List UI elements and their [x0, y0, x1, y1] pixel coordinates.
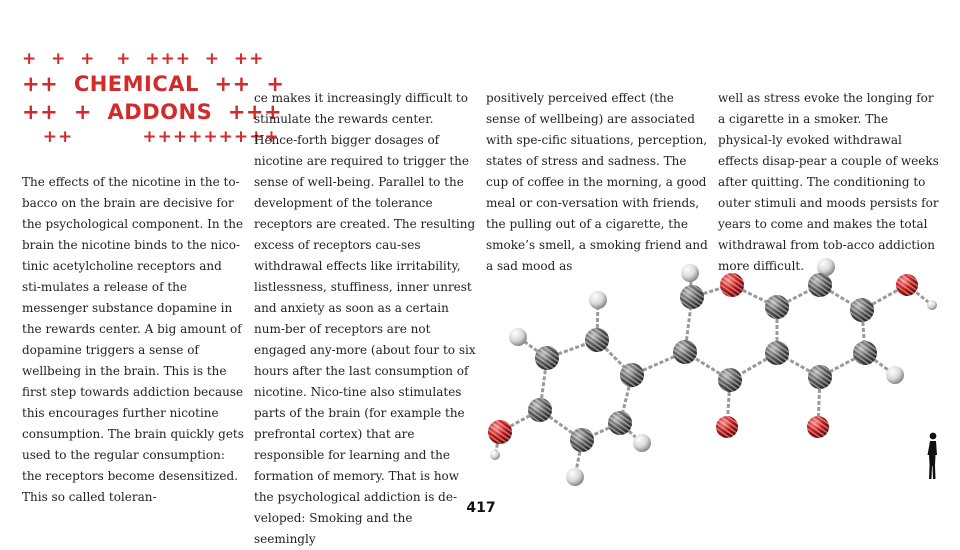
chapter-heading: [22, 48, 285, 148]
body-column-3: positively perceived effect (the sense of wellbeing) are associated with spe-cific situations, perception, states of stress and sadness. The cup of coffee in the morning, a good meal or con-versation with friends, the pulling out of a cigarette, the smoke’s smell, a smoking friend and a sad mood as: [486, 91, 708, 273]
heading-title-line-2: ++ + ADDONS +++: [22, 100, 283, 124]
body-column-2: ce makes it increasingly difficult to stimulate the rewards center. Hence-forth bigger dosages of nicotine are required to trigger the sense of well-being. Parallel to the development of the tolerance receptors are created. The resulting excess of receptors cau-ses withdrawal effects like irritability, listlessness, stuffiness, inner unrest and anxiety as soon as a certain num-ber of receptors are not engaged any-more (about four to six hours after the last consumption of nicotine. Nico-tine also stimulates parts of the brain (for example the prefrontal cortex) that are responsible for learning and the formation of memory. That is how the psychological addiction is de-veloped: Smoking and the seemingly: [254, 91, 476, 546]
human-scale-figure: [925, 432, 941, 480]
heading-decoration-bottom: ++ +++++++++: [22, 127, 280, 147]
body-column-4: well as stress evoke the longing for a cigarette in a smoker. The physical-ly evoked withdrawal effects disap-pear a couple of weeks after quitting. The conditioning to outer stimuli and moods persists for years to come and makes the total withdrawal from tob-acco addiction more difficult.: [718, 91, 939, 273]
page-number: 417: [466, 500, 496, 516]
molecule-bonds: [495, 267, 932, 477]
body-column-1: The effects of the nicotine in the to-bacco on the brain are decisive for the psychological component. In the brain the nicotine binds to the nico-tinic acetylcholine receptors and sti-mulates a release of the messenger substance dopamine in the rewards center. A big amount of dopamine triggers a sense of wellbeing in the brain. This is the first step towards addiction because this encourages further nicotine consumption. The brain quickly gets used to the regular consumption: the receptors become desensitized. This so called toleran-: [22, 175, 244, 504]
heading-decoration-top: + + + + +++ + ++: [22, 49, 265, 69]
heading-title-line-1: ++ CHEMICAL ++ +: [22, 72, 285, 96]
molecule-illustration: [470, 255, 950, 495]
